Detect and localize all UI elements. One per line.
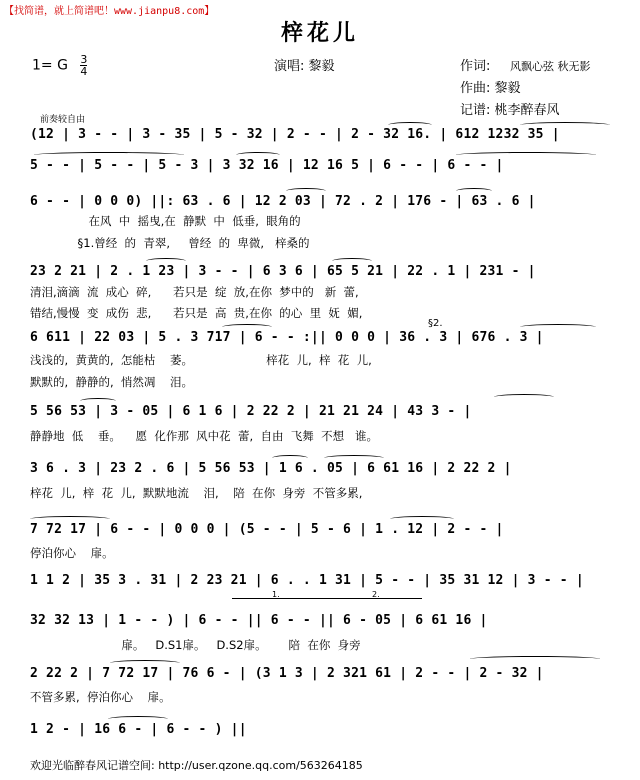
lyrics-line-11: 不管多累, 停泊你心 扉。 [30, 690, 171, 704]
volta-label-1: 1. [272, 590, 280, 599]
score-line-12: 1 2 - | 16 6 - | 6 - - ) || [30, 722, 247, 737]
segno-mark: §2. [428, 318, 443, 329]
lyrics-line-6: 静静地 低 垂。 愿 化作那 风中花 蕾, 自由 飞舞 不想 谁。 [30, 429, 379, 443]
score-line-11: 2 22 2 | 7 72 17 | 76 6 - | (3 1 3 | 2 321 61 | 2 - - | 2 - 32 | [30, 666, 544, 681]
slur [286, 188, 326, 194]
slur [146, 258, 186, 264]
slur [30, 516, 110, 522]
score-line-2: 5 - - | 5 - - | 5 - 3 | 3 32 16 | 12 16 5 | 6 - - | 6 - - | [30, 158, 504, 173]
slur [520, 324, 596, 330]
lyrics-line-10: 扉。 D.S1扉。 D.S2扉。 陪 在你 身旁 [30, 638, 361, 652]
intro-tempo-note: 前奏较自由 [40, 115, 86, 125]
slur [236, 152, 280, 158]
time-sig-numerator: 3 [80, 53, 88, 66]
slur [110, 660, 180, 666]
lyrics-line-3a: 在风 中 摇曳,在 静默 中 低垂, 眼角的 [30, 214, 301, 228]
lyrics-line-4b: 错结,慢慢 变 成伤 悲, 若只是 高 贵,在你 的心 里 妩 媚, [30, 306, 363, 320]
song-title: 梓花儿 [280, 20, 359, 46]
footer-note: 欢迎光临醉春风记谱空间: http://user.qzone.qq.com/563264185 [30, 759, 363, 772]
composer-credit: 作曲: 黎毅 [460, 81, 521, 96]
volta-bracket [232, 590, 422, 599]
slur [324, 455, 384, 461]
time-sig-denominator: 4 [80, 65, 88, 78]
slur [456, 152, 596, 158]
slur [272, 455, 308, 461]
slur [80, 398, 116, 404]
lyrics-line-3b: §1.曾经 的 青翠, 曾经 的 卑微, 梓桑的 [30, 236, 310, 250]
score-line-7: 3 6 . 3 | 23 2 . 6 | 5 56 53 | 1 6 . 05 | 6 61 16 | 2 22 2 | [30, 461, 512, 476]
slur [470, 656, 600, 662]
slur [222, 324, 272, 330]
key-label: 1= G [32, 57, 68, 74]
lyrics-line-5a: 浅浅的, 黄黄的, 怎能枯 萎。 梓花 儿, 梓 花 儿, [30, 353, 372, 367]
score-line-1: (12 | 3 - - | 3 - 35 | 5 - 32 | 2 - - | 2 - 32 16. | 612 1232 35 | [30, 127, 560, 142]
slur [390, 516, 454, 522]
score-line-6: 5 56 53 | 3 - 05 | 6 1 6 | 2 22 2 | 21 21 24 | 43 3 - | [30, 404, 472, 419]
slur [494, 394, 554, 400]
score-line-5: 6 611 | 22 03 | 5 . 3 717 | 6 - - :|| 0 0 0 | 36 . 3 | 676 . 3 | [30, 330, 544, 345]
slur [108, 716, 168, 722]
score-line-9: 1 1 2 | 35 3 . 31 | 2 23 21 | 6 . . 1 31 | 5 - - | 35 31 12 | 3 - - | [30, 573, 584, 588]
score-line-8: 7 72 17 | 6 - - | 0 0 0 | (5 - - | 5 - 6 | 1 . 12 | 2 - - | [30, 522, 504, 537]
lyrics-line-8: 停泊你心 扉。 [30, 546, 114, 560]
slur [34, 152, 184, 158]
lyrics-line-7: 梓花 儿, 梓 花 儿, 默默地流 泪, 陪 在你 身旁 不管多累, [30, 486, 363, 500]
key-signature [32, 54, 87, 77]
lyrics-line-5b: 默默的, 静静的, 悄然凋 泪。 [30, 375, 194, 389]
volta-label-2: 2. [372, 590, 380, 599]
lyricist-credit: 风飘心弦 秋无影 [510, 60, 591, 73]
site-banner: 【找简谱，就上简谱吧！www.jianpu8.com】 [4, 6, 215, 17]
lyricist-label: 作词: [460, 59, 491, 74]
time-signature [80, 54, 87, 77]
score-line-4: 23 2 21 | 2 . 1 23 | 3 - - | 6 3 6 | 65 5 21 | 22 . 1 | 231 - | [30, 264, 536, 279]
slur [520, 122, 610, 128]
lyrics-line-4a: 清泪,滴滴 流 成心 碎, 若只是 绽 放,在你 梦中的 新 蕾, [30, 285, 359, 299]
slur [456, 188, 492, 194]
score-line-10: 32 32 13 | 1 - - ) | 6 - - || 6 - - || 6 - 05 | 6 61 16 | [30, 613, 488, 628]
transcriber-credit: 记谱: 桃李醉春风 [460, 103, 560, 118]
singer-credit: 演唱: 黎毅 [274, 59, 335, 74]
slur [388, 122, 432, 128]
slur [332, 258, 372, 264]
score-line-3: 6 - - | 0 0 0) ||: 63 . 6 | 12 2 03 | 72 . 2 | 176 - | 63 . 6 | [30, 194, 536, 209]
